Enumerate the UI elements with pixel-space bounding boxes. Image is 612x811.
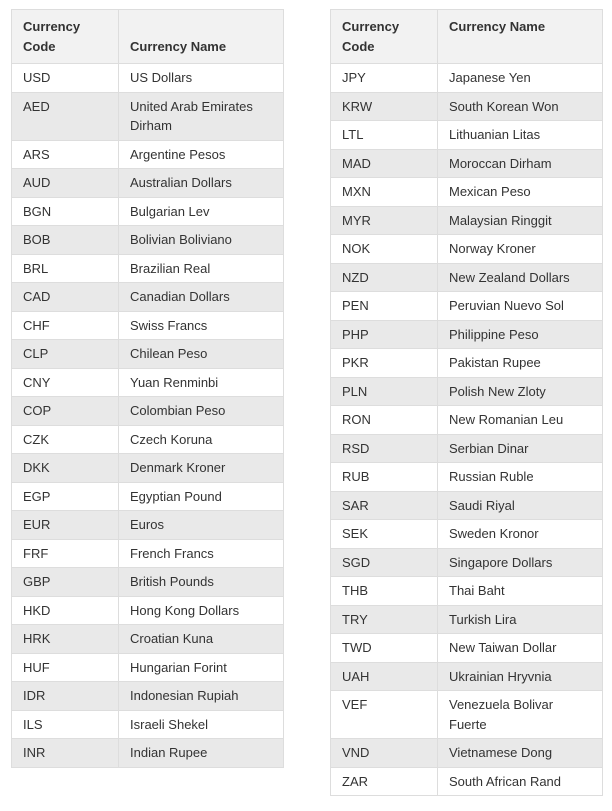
currency-name-cell: Saudi Riyal (438, 491, 603, 520)
currency-name-cell: British Pounds (119, 568, 284, 597)
table-row (12, 539, 284, 568)
currency-name-cell: Croatian Kuna (119, 625, 284, 654)
currency-name-cell: South Korean Won (438, 92, 603, 121)
table-header-row (12, 10, 284, 64)
currency-code-cell: ZAR (331, 767, 438, 796)
table-row (12, 92, 284, 140)
table-row (331, 767, 603, 796)
table-row (331, 349, 603, 378)
currency-code-cell: BRL (12, 254, 119, 283)
currency-code-cell: CHF (12, 311, 119, 340)
table-row (331, 292, 603, 321)
currency-name-cell: Polish New Zloty (438, 377, 603, 406)
table-row (331, 377, 603, 406)
currency-name-cell: Israeli Shekel (119, 710, 284, 739)
table-row (12, 653, 284, 682)
currency-name-cell: Bolivian Boliviano (119, 226, 284, 255)
currency-code-cell: MXN (331, 178, 438, 207)
table-row (331, 662, 603, 691)
table-row (12, 169, 284, 198)
currency-name-cell: French Francs (119, 539, 284, 568)
currency-name-cell: Hungarian Forint (119, 653, 284, 682)
currency-code-cell: AUD (12, 169, 119, 198)
table-row (331, 491, 603, 520)
currency-code-header: Currency Code (12, 10, 119, 64)
table-row (331, 149, 603, 178)
table-row (331, 263, 603, 292)
currency-code-cell: RON (331, 406, 438, 435)
currency-code-cell: SEK (331, 520, 438, 549)
table-row (12, 710, 284, 739)
currency-code-cell: RSD (331, 434, 438, 463)
currency-code-cell: TWD (331, 634, 438, 663)
currency-name-cell: Swiss Francs (119, 311, 284, 340)
currency-name-cell: Malaysian Ringgit (438, 206, 603, 235)
currency-name-cell: United Arab Emirates Dirham (119, 92, 284, 140)
currency-name-cell: New Taiwan Dollar (438, 634, 603, 663)
currency-name-cell: Moroccan Dirham (438, 149, 603, 178)
currency-name-cell: Canadian Dollars (119, 283, 284, 312)
currency-name-cell: Norway Kroner (438, 235, 603, 264)
table-row (12, 511, 284, 540)
currency-name-cell: Australian Dollars (119, 169, 284, 198)
currency-code-cell: PLN (331, 377, 438, 406)
table-row (331, 520, 603, 549)
currency-name-cell: Japanese Yen (438, 64, 603, 93)
currency-code-cell: GBP (12, 568, 119, 597)
table-row (331, 605, 603, 634)
table-row (331, 577, 603, 606)
currency-name-cell: Serbian Dinar (438, 434, 603, 463)
currency-name-cell: Ukrainian Hryvnia (438, 662, 603, 691)
currency-code-cell: ARS (12, 140, 119, 169)
table-row (331, 121, 603, 150)
table-row (12, 340, 284, 369)
currency-code-cell: ILS (12, 710, 119, 739)
currency-code-cell: SAR (331, 491, 438, 520)
table-row (12, 226, 284, 255)
currency-code-cell: HUF (12, 653, 119, 682)
currency-name-cell: Argentine Pesos (119, 140, 284, 169)
currency-code-cell: CNY (12, 368, 119, 397)
currency-code-header: Currency Code (331, 10, 438, 64)
table-body (12, 64, 284, 768)
currency-table-right (330, 9, 603, 796)
currency-code-cell: INR (12, 739, 119, 768)
currency-code-cell: AED (12, 92, 119, 140)
currency-code-cell: TRY (331, 605, 438, 634)
currency-code-cell: NZD (331, 263, 438, 292)
currency-code-cell: PKR (331, 349, 438, 378)
table-row (12, 197, 284, 226)
currency-code-cell: EGP (12, 482, 119, 511)
currency-code-cell: FRF (12, 539, 119, 568)
table-row (331, 206, 603, 235)
currency-table-left (11, 9, 284, 768)
table-header-row (331, 10, 603, 64)
currency-code-cell: SGD (331, 548, 438, 577)
currency-name-cell: Lithuanian Litas (438, 121, 603, 150)
currency-name-cell: Vietnamese Dong (438, 739, 603, 768)
table-row (12, 568, 284, 597)
currency-name-cell: Sweden Kronor (438, 520, 603, 549)
table-body (331, 64, 603, 796)
currency-code-cell: USD (12, 64, 119, 93)
currency-code-cell: NOK (331, 235, 438, 264)
table-row (331, 92, 603, 121)
table-row (12, 682, 284, 711)
currency-code-cell: PEN (331, 292, 438, 321)
currency-name-cell: Denmark Kroner (119, 454, 284, 483)
currency-name-cell: Colombian Peso (119, 397, 284, 426)
currency-code-cell: RUB (331, 463, 438, 492)
table-row (331, 434, 603, 463)
currency-name-cell: Singapore Dollars (438, 548, 603, 577)
currency-name-cell: Hong Kong Dollars (119, 596, 284, 625)
table-row (12, 283, 284, 312)
currency-code-cell: KRW (331, 92, 438, 121)
currency-name-cell: US Dollars (119, 64, 284, 93)
currency-name-cell: Indonesian Rupiah (119, 682, 284, 711)
currency-name-cell: Euros (119, 511, 284, 540)
currency-name-cell: Yuan Renminbi (119, 368, 284, 397)
currency-code-cell: MAD (331, 149, 438, 178)
currency-name-cell: Chilean Peso (119, 340, 284, 369)
currency-code-cell: MYR (331, 206, 438, 235)
table-row (331, 634, 603, 663)
currency-code-cell: CLP (12, 340, 119, 369)
table-row (12, 311, 284, 340)
table-row (331, 235, 603, 264)
currency-code-cell: COP (12, 397, 119, 426)
currency-code-cell: EUR (12, 511, 119, 540)
table-row (331, 178, 603, 207)
currency-name-cell: Russian Ruble (438, 463, 603, 492)
table-row (331, 548, 603, 577)
currency-name-cell: Pakistan Rupee (438, 349, 603, 378)
table-row (12, 739, 284, 768)
table-row (331, 406, 603, 435)
table-row (12, 625, 284, 654)
currency-name-cell: New Zealand Dollars (438, 263, 603, 292)
currency-code-cell: DKK (12, 454, 119, 483)
currency-code-cell: LTL (331, 121, 438, 150)
currency-name-cell: Egyptian Pound (119, 482, 284, 511)
table-row (12, 454, 284, 483)
currency-code-cell: VND (331, 739, 438, 768)
currency-name-cell: Philippine Peso (438, 320, 603, 349)
currency-code-cell: BOB (12, 226, 119, 255)
currency-name-cell: Peruvian Nuevo Sol (438, 292, 603, 321)
table-row (12, 368, 284, 397)
table-row (12, 64, 284, 93)
currency-name-cell: Turkish Lira (438, 605, 603, 634)
currency-code-cell: CZK (12, 425, 119, 454)
currency-code-cell: CAD (12, 283, 119, 312)
currency-name-cell: Mexican Peso (438, 178, 603, 207)
currency-name-cell: Venezuela Bolivar Fuerte (438, 691, 603, 739)
currency-code-cell: JPY (331, 64, 438, 93)
table-row (331, 320, 603, 349)
currency-name-cell: Bulgarian Lev (119, 197, 284, 226)
table-row (12, 140, 284, 169)
currency-code-cell: HRK (12, 625, 119, 654)
table-row (331, 691, 603, 739)
table-row (12, 254, 284, 283)
currency-code-cell: BGN (12, 197, 119, 226)
table-row (331, 64, 603, 93)
currency-code-cell: PHP (331, 320, 438, 349)
currency-name-cell: Czech Koruna (119, 425, 284, 454)
currency-code-cell: IDR (12, 682, 119, 711)
table-row (331, 739, 603, 768)
currency-code-cell: VEF (331, 691, 438, 739)
table-row (331, 463, 603, 492)
currency-name-cell: Brazilian Real (119, 254, 284, 283)
currency-name-cell: South African Rand (438, 767, 603, 796)
currency-name-header: Currency Name (119, 10, 284, 64)
currency-code-cell: UAH (331, 662, 438, 691)
currency-name-cell: Indian Rupee (119, 739, 284, 768)
table-row (12, 397, 284, 426)
table-row (12, 596, 284, 625)
currency-name-cell: New Romanian Leu (438, 406, 603, 435)
currency-name-header: Currency Name (438, 10, 603, 64)
currency-code-cell: HKD (12, 596, 119, 625)
table-row (12, 482, 284, 511)
table-row (12, 425, 284, 454)
currency-code-cell: THB (331, 577, 438, 606)
currency-name-cell: Thai Baht (438, 577, 603, 606)
